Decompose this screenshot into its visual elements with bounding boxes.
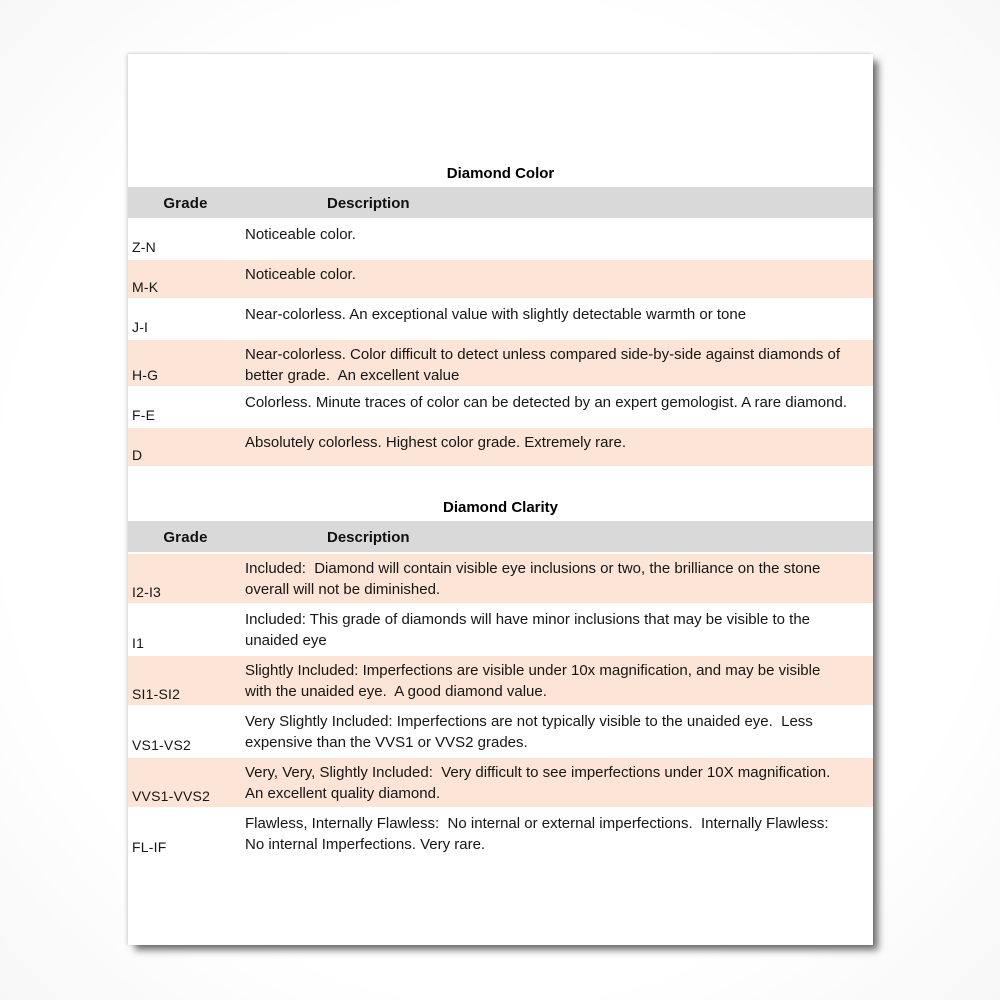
grade-cell — [128, 656, 245, 705]
grade-cell — [128, 428, 245, 466]
document-page — [128, 54, 873, 945]
table-row — [128, 300, 873, 340]
grade-cell — [128, 758, 245, 807]
grade-value: I1 — [132, 635, 145, 651]
description-value: Included: Diamond will contain visible eye inclusions or two, the brilliance on the stone overall will not be diminished. — [245, 560, 825, 598]
description-value: Noticeable color. — [245, 226, 356, 243]
description-value: Near-colorless. An exceptional value with slightly detectable warmth or tone — [245, 306, 747, 323]
table-row — [128, 707, 873, 758]
description-cell — [245, 656, 873, 705]
description-value: Near-colorless. Color difficult to detect unless compared side-by-side against diamonds of better grade. An excellent value — [245, 346, 845, 384]
grade-cell — [128, 340, 245, 386]
description-cell — [245, 260, 873, 298]
grade-value: VS1-VS2 — [132, 737, 191, 753]
grade-column-header — [128, 187, 245, 218]
description-header-label: Description — [327, 529, 410, 546]
description-value: Slightly Included: Imperfections are visible under 10x magnification, and may be visible with the unaided eye. A good diamond value. — [245, 662, 825, 700]
table-row — [128, 220, 873, 260]
description-cell — [245, 554, 873, 603]
description-value: Colorless. Minute traces of color can be detected by an expert gemologist. A rare diamond. — [245, 394, 847, 411]
grade-value: F-E — [132, 407, 156, 423]
grade-value: SI1-SI2 — [132, 686, 181, 702]
grade-column-header — [128, 521, 245, 552]
description-cell — [245, 220, 873, 258]
grade-value: D — [132, 447, 143, 463]
description-column-header — [245, 187, 873, 218]
description-value: Noticeable color. — [245, 266, 356, 283]
description-cell — [245, 809, 873, 858]
table-title: Diamond Color — [446, 165, 555, 182]
table-row — [128, 340, 873, 388]
grade-header-label: Grade — [163, 529, 208, 546]
grade-cell — [128, 300, 245, 338]
description-header-label: Description — [327, 195, 410, 212]
description-cell — [245, 605, 873, 654]
grade-cell — [128, 554, 245, 603]
grade-value: Z-N — [132, 239, 156, 255]
description-cell — [245, 340, 873, 386]
description-value: Flawless, Internally Flawless: No internal or external imperfections. Internally Flawless: No internal Imperfections. Very rare. — [245, 815, 837, 853]
description-cell — [245, 758, 873, 807]
grade-value: H-G — [132, 367, 159, 383]
table-row — [128, 388, 873, 428]
grade-cell — [128, 260, 245, 298]
grade-cell — [128, 707, 245, 756]
table-header-row — [128, 521, 873, 554]
description-value: Very Slightly Included: Imperfections are not typically visible to the unaided eye. Less expensive than the VVS1 or VVS2 grades. — [245, 713, 817, 751]
description-cell — [245, 428, 873, 466]
table-diamond-color — [128, 164, 873, 468]
table-diamond-clarity — [128, 498, 873, 860]
table-row — [128, 554, 873, 605]
description-value: Very, Very, Slightly Included: Very difficult to see imperfections under 10X magnification. An excellent quality diamond. — [245, 764, 838, 802]
table-row — [128, 758, 873, 809]
table-row — [128, 260, 873, 300]
table-row — [128, 656, 873, 707]
table-header-row — [128, 187, 873, 220]
grade-value: FL-IF — [132, 839, 167, 855]
table-row — [128, 809, 873, 860]
grade-cell — [128, 388, 245, 426]
grade-value: M-K — [132, 279, 159, 295]
table-title: Diamond Clarity — [442, 499, 559, 516]
description-cell — [245, 388, 873, 426]
grade-cell — [128, 220, 245, 258]
grade-value: VVS1-VVS2 — [132, 788, 211, 804]
description-value: Absolutely colorless. Highest color grade. Extremely rare. — [245, 434, 626, 451]
grade-value: J-I — [132, 319, 149, 335]
grade-header-label: Grade — [163, 195, 208, 212]
table-row — [128, 605, 873, 656]
description-column-header — [245, 521, 873, 552]
description-cell — [245, 707, 873, 756]
grade-cell — [128, 809, 245, 858]
description-value: Included: This grade of diamonds will have minor inclusions that may be visible to the unaided eye — [245, 611, 815, 649]
grade-cell — [128, 605, 245, 654]
table-row — [128, 428, 873, 468]
description-cell — [245, 300, 873, 338]
grade-value: I2-I3 — [132, 584, 162, 600]
